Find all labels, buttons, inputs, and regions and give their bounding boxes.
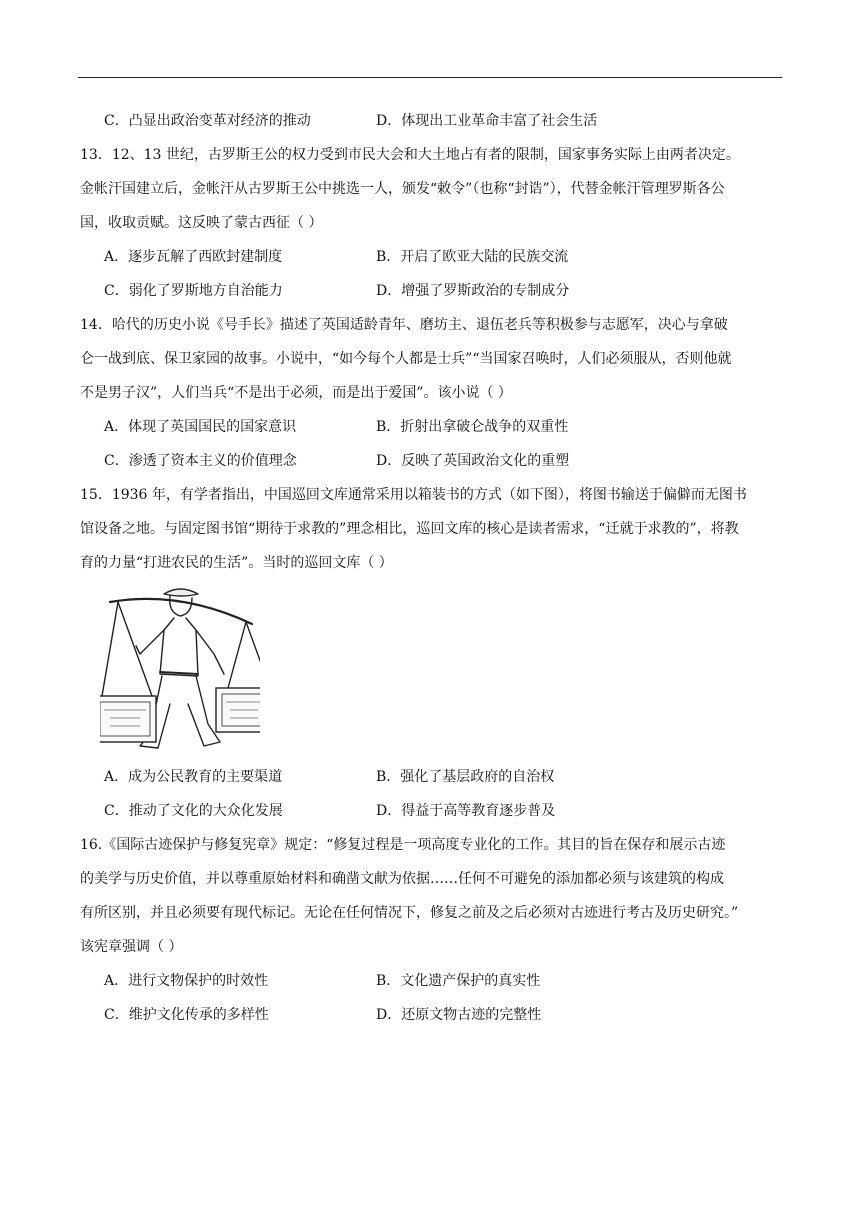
q13-options-cd xyxy=(88,274,788,308)
q14-line-2: 仑一战到底、保卫家园的故事。小说中，“如今每个人都是士兵”“当国家召唤时，人们必须服从，否则他就 xyxy=(80,351,732,367)
q13-line-2: 金帐汗国建立后，金帐汗从古罗斯王公中挑选一人，颁发“敕令”（也称“封诰”），代替金帐汗管理罗斯各公 xyxy=(80,181,725,197)
q14-options-ab xyxy=(88,410,788,444)
header-rule xyxy=(78,77,782,78)
q15-option-a[interactable]: A．成为公民教育的主要渠道 xyxy=(104,769,283,785)
book-carrier-illustration xyxy=(100,584,260,754)
q16-options-ab xyxy=(88,964,788,998)
q13-line-1: 13．12、13 世纪，古罗斯王公的权力受到市民大会和大土地占有者的限制，国家事务实际上由两者决定。 xyxy=(80,147,740,163)
q14-line-1: 14．哈代的历史小说《号手长》描述了英国适龄青年、磨坊主、退伍老兵等积极参与志愿军，决心与拿破 xyxy=(80,317,728,333)
q14-stem xyxy=(80,308,788,410)
q15-line-1: 15．1936 年，有学者指出，中国巡回文库通常采用以箱装书的方式（如下图），将图书输送于偏僻而无图书 xyxy=(80,487,747,503)
q16-stem xyxy=(80,828,788,964)
q16-option-d[interactable]: D．还原文物古迹的完整性 xyxy=(376,1007,542,1023)
q12-option-d[interactable]: D．体现出工业革命丰富了社会生活 xyxy=(376,113,598,129)
q15-line-2: 馆设备之地。与固定图书馆“期待于求教的”理念相比，巡回文库的核心是读者需求，“迁就于求教的”，将教 xyxy=(80,521,739,537)
q13-option-c[interactable]: C．弱化了罗斯地方自治能力 xyxy=(104,283,283,299)
q16-option-c[interactable]: C．维护文化传承的多样性 xyxy=(104,1007,269,1023)
q15-options-cd xyxy=(88,794,788,828)
q15-options-ab xyxy=(88,760,788,794)
q14-options-cd xyxy=(88,444,788,478)
q14-option-d[interactable]: D．反映了英国政治文化的重塑 xyxy=(376,453,570,469)
q13-stem xyxy=(80,138,788,240)
q14-option-b[interactable]: B．折射出拿破仑战争的双重性 xyxy=(376,419,569,435)
q13-options-ab xyxy=(88,240,788,274)
q16-option-a[interactable]: A．进行文物保护的时效性 xyxy=(104,973,269,989)
q15-option-c[interactable]: C．推动了文化的大众化发展 xyxy=(104,803,283,819)
q15-option-d[interactable]: D．得益于高等教育逐步普及 xyxy=(376,803,556,819)
exam-page xyxy=(80,104,788,1032)
q14-option-c[interactable]: C．渗透了资本主义的价值理念 xyxy=(104,453,297,469)
q16-line-1: 16.《国际古迹保护与修复宪章》规定：“修复过程是一项高度专业化的工作。其目的旨在保存和展示古迹 xyxy=(80,837,726,853)
q13-option-b[interactable]: B．开启了欧亚大陆的民族交流 xyxy=(376,249,569,265)
q16-line-4: 该宪章强调（ ） xyxy=(80,939,183,955)
q16-option-b[interactable]: B．文化遗产保护的真实性 xyxy=(376,973,541,989)
q15-line-3: 育的力量“打进农民的生活”。当时的巡回文库（ ） xyxy=(80,555,393,571)
q13-option-d[interactable]: D．增强了罗斯政治的专制成分 xyxy=(376,283,570,299)
q16-options-cd xyxy=(88,998,788,1032)
q14-option-a[interactable]: A．体现了英国国民的国家意识 xyxy=(104,419,297,435)
q15-stem xyxy=(80,478,788,580)
q16-line-3: 有所区别，并且必须要有现代标记。无论在任何情况下，修复之前及之后必须对古迹进行考古及历史研究。” xyxy=(80,905,739,921)
q13-option-a[interactable]: A．逐步瓦解了西欧封建制度 xyxy=(104,249,283,265)
q12-options-cd xyxy=(88,104,788,138)
q13-line-3: 国，收取贡赋。这反映了蒙古西征（ ） xyxy=(80,215,323,231)
q15-option-b[interactable]: B．强化了基层政府的自治权 xyxy=(376,769,555,785)
book-carrier-drawing xyxy=(100,584,260,754)
q12-option-c[interactable]: C．凸显出政治变革对经济的推动 xyxy=(104,113,311,129)
q16-line-2: 的美学与历史价值，并以尊重原始材料和确凿文献为依据……任何不可避免的添加都必须与该建筑的构成 xyxy=(80,871,724,887)
q14-line-3: 不是男子汉”，人们当兵“不是出于必须，而是出于爱国”。该小说（ ） xyxy=(80,385,512,401)
